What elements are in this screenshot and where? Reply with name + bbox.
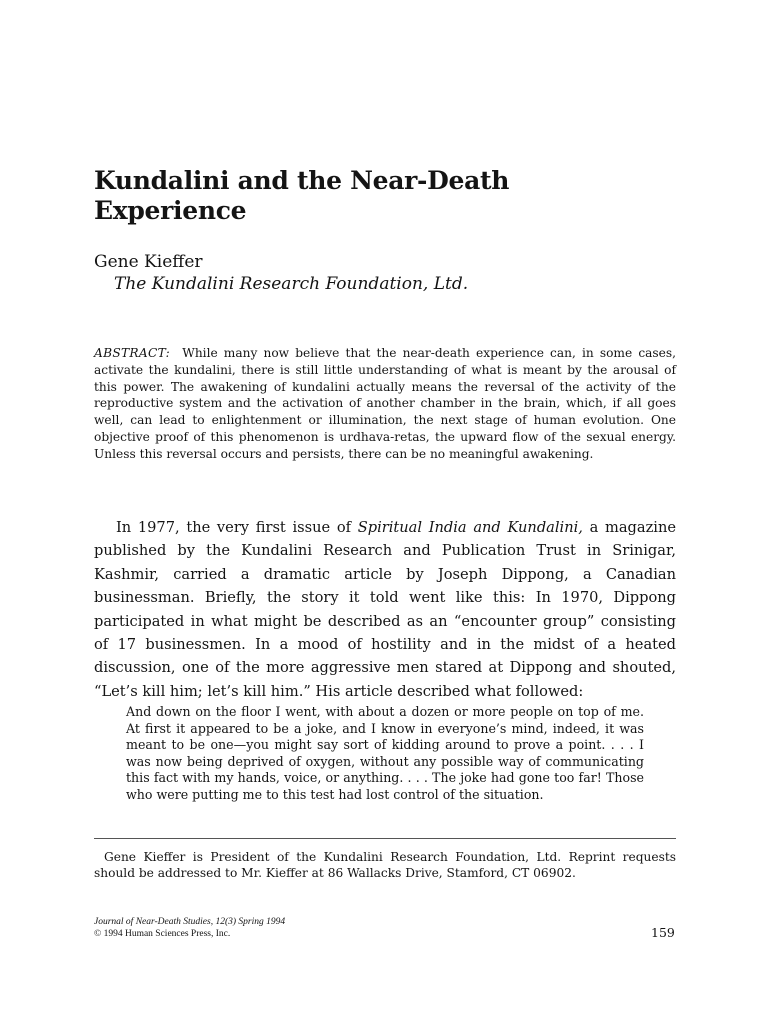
abstract — [94, 345, 676, 463]
body-text-part-1: In 1977, the very first issue of — [116, 519, 358, 536]
copyright-line: © 1994 Human Sciences Press, Inc. — [94, 928, 231, 939]
footnote-divider — [94, 838, 676, 839]
journal-name: Journal of Near-Death Studies, 12(3) Spring 1994 — [94, 917, 286, 927]
block-quote: And down on the floor I went, with about a dozen or more people on top of me. At first it appeared to be a joke, and I know in everyone’s mind, indeed, it was meant to be one—you might say sort of kidding around to prove a point. . . . I was now being deprived of oxygen, without any possible way of communicating this fact with my hands, voice, or anything. . . . The joke had gone too far! Those who were putting me to this test had lost control of the situation. — [126, 704, 644, 802]
article-title — [94, 166, 654, 226]
body-paragraph — [94, 516, 676, 703]
article-title-line-2: Experience — [94, 196, 247, 225]
magazine-title: Spiritual India and Kundalini, — [357, 519, 583, 536]
author-affiliation: The Kundalini Research Foundation, Ltd. — [114, 274, 469, 294]
article-title-line-1: Kundalini and the Near-Death — [94, 166, 510, 195]
abstract-label: ABSTRACT: — [94, 346, 171, 360]
abstract-text: While many now believe that the near-death experience can, in some cases, activate the kundalini, there is still little understanding of what is meant by the arousal of this power. The awakening of kundalini actually means the reversal of the activity of the reproductive system and the activation of another chamber in the brain, which, if all goes well, can lead to enlightenment or illumination, the next stage of human evolution. One objective proof of this phenomenon is urdhava-retas, the upward flow of the sexual energy. Unless this reversal occurs and persists, there can be no meaningful awakening. — [94, 346, 677, 461]
author-footnote: Gene Kieffer is President of the Kundalini Research Foundation, Ltd. Reprint requests should be addressed to Mr. Kieffer at 86 Wallacks Drive, Stamford, CT 06902. — [94, 850, 676, 880]
page-number: 159 — [651, 925, 675, 940]
journal-citation — [94, 917, 285, 940]
body-text-part-2: a magazine published by the Kundalini Research and Publication Trust in Srinigar, Kashmir, carried a dramatic article by Joseph Dippong, a Canadian businessman. Briefly, the story it told went like this: In 1970, Dippong participated in what might be described as an “encounter group” consisting of 17 businessmen. In a mood of hostility and in the midst of a heated discussion, one of the more aggressive men stared at Dippong and shouted, “Let’s kill him; let’s kill him.” His article described what followed: — [94, 519, 676, 700]
author-name: Gene Kieffer — [94, 252, 203, 272]
